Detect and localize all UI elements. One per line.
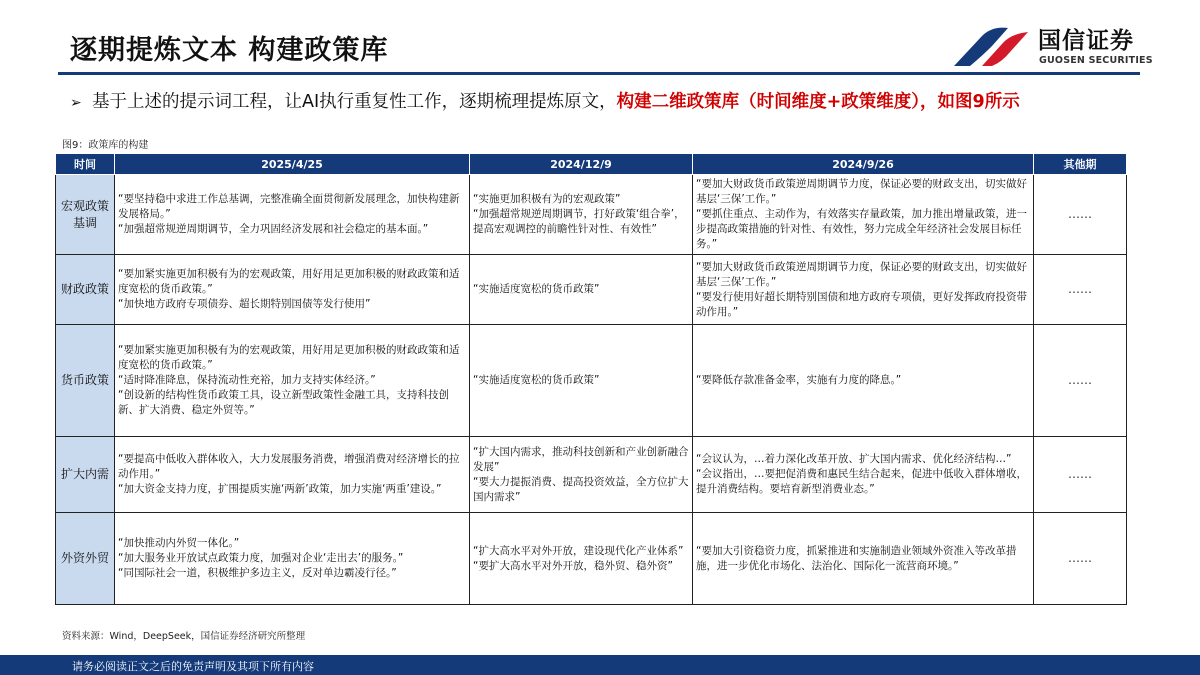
ellipsis-text: ……: [1068, 467, 1092, 481]
policy-quote: “要加紧实施更加积极有为的宏观政策，用好用足更加积极的财政政策和适度宽松的货币政策。”: [118, 344, 460, 371]
column-header: 时间: [56, 154, 115, 175]
policy-quote: “会议指出，…要把促消费和惠民生结合起来，促进中低收入群体增收，提升消费结构。要培育新型消费业态。”: [696, 468, 1027, 495]
table-cell: [115, 255, 470, 325]
ellipsis-text: ……: [1068, 282, 1092, 296]
policy-quote: “要发行使用好超长期特别国债和地方政府专项债，更好发挥政府投资带动作用。”: [696, 290, 1027, 318]
table-row: [56, 175, 1127, 255]
disclaimer-text: 请务必阅读正文之后的免责声明及其项下所有内容: [72, 660, 314, 673]
company-logo: [952, 20, 1152, 72]
policy-quote: “会议认为，…着力深化改革开放、扩大国内需求、优化经济结构…”: [696, 453, 1012, 465]
policy-quote: “同国际社会一道，积极维护多边主义，反对单边霸凌行径。”: [118, 567, 397, 579]
ellipsis-text: ……: [1068, 373, 1092, 387]
table-cell: [470, 175, 693, 255]
policy-quote: “要提高中低收入群体收入，大力发展服务消费，增强消费对经济增长的拉动作用。”: [118, 453, 460, 480]
table-cell: [470, 513, 693, 605]
policy-quote: “加大服务业开放试点政策力度，加强对企业‘走出去’的服务。”: [118, 552, 404, 564]
policy-quote: “实施更加积极有为的宏观政策”: [473, 193, 621, 205]
table-cell: [470, 255, 693, 325]
logo-chinese-name: 国信证券: [1038, 28, 1134, 54]
policy-quote: “要抓住重点、主动作为，有效落实存量政策，加力推出增量政策，进一步提高政策措施的针对性、有效性，努力完成全年经济社会发展目标任务。”: [696, 208, 1027, 250]
table-header-row: [56, 154, 1127, 175]
policy-quote: “加快推动内外贸一体化。”: [118, 537, 240, 549]
policy-quote: “创设新的结构性货币政策工具，设立新型政策性金融工具，支持科技创新、扩大消费、稳定外贸等。”: [118, 389, 449, 416]
row-label: 外资外贸: [56, 513, 115, 605]
policy-quote: “实施适度宽松的货币政策”: [473, 374, 600, 386]
table-cell: [693, 513, 1034, 605]
page-title: 逐期提炼文本 构建政策库: [70, 35, 389, 66]
policy-quote: “扩大国内需求，推动科技创新和产业创新融合发展”: [473, 445, 689, 473]
table-cell: [693, 175, 1034, 255]
policy-quote: “要扩大高水平对外开放，稳外贸、稳外资”: [473, 559, 673, 572]
policy-quote: “适时降准降息，保持流动性充裕，加力支持实体经济。”: [118, 374, 376, 386]
policy-quote: “加快地方政府专项债券、超长期特别国债等发行使用”: [118, 298, 371, 310]
policy-quote: “要加大引资稳资力度，抓紧推进和实施制造业领域外资准入等改革措施，进一步优化市场化、法治化、国际化一流营商环境。”: [696, 544, 1017, 572]
source-note: 资料来源：Wind，DeepSeek，国信证券经济研究所整理: [62, 631, 306, 642]
table-row: [56, 513, 1127, 605]
table-cell: [115, 175, 470, 255]
table-cell: [115, 437, 470, 513]
lead-paragraph: [70, 88, 1020, 113]
table-cell: [115, 325, 470, 437]
policy-quote: “要加紧实施更加积极有为的宏观政策，用好用足更加积极的财政政策和适度宽松的货币政策。”: [118, 268, 460, 295]
title-divider: [58, 72, 1140, 75]
column-header: 2024/9/26: [693, 154, 1034, 175]
table-row: [56, 437, 1127, 513]
table-cell: [1034, 175, 1127, 255]
row-label: 货币政策: [56, 325, 115, 437]
table-cell: [693, 437, 1034, 513]
ellipsis-text: ……: [1068, 207, 1092, 221]
logo-english-name: GUOSEN SECURITIES: [1039, 55, 1153, 66]
table-cell: [1034, 437, 1127, 513]
policy-quote: “加强超常规逆周期调节，全力巩固经济发展和社会稳定的基本面。”: [118, 223, 429, 235]
table-row: [56, 325, 1127, 437]
policy-quote: “要坚持稳中求进工作总基调，完整准确全面贯彻新发展理念，加快构建新发展格局。”: [118, 193, 460, 220]
policy-quote: “加强超常规逆周期调节，打好政策‘组合拳’，提高宏观调控的前瞻性针对性、有效性”: [473, 208, 685, 235]
table-cell: [693, 255, 1034, 325]
column-header: 2024/12/9: [470, 154, 693, 175]
lead-highlight: 构建二维政策库（时间维度+政策维度），如图9所示: [616, 92, 1020, 112]
column-header: 其他期: [1034, 154, 1127, 175]
policy-quote: “要加大财政货币政策逆周期调节力度，保证必要的财政支出，切实做好基层‘三保’工作。”: [696, 178, 1027, 205]
policy-quote: “加大资金支持力度，扩围提质实施‘两新’政策，加力实施‘两重’建设。”: [118, 483, 442, 495]
row-label: 财政政策: [56, 255, 115, 325]
ellipsis-text: ……: [1068, 551, 1092, 565]
policy-quote: “要大力提振消费、提高投资效益，全方位扩大国内需求”: [473, 475, 689, 503]
figure-caption: 图9：政策库的构建: [62, 140, 149, 151]
table-cell: [693, 325, 1034, 437]
row-label: 扩大内需: [56, 437, 115, 513]
bullet-arrow-icon: ➢: [70, 95, 82, 111]
policy-quote: “扩大高水平对外开放，建设现代化产业体系”: [473, 544, 684, 557]
table-cell: [1034, 325, 1127, 437]
footer-bar: [0, 655, 1200, 675]
table-cell: [115, 513, 470, 605]
table-cell: [470, 325, 693, 437]
row-label: 宏观政策基调: [56, 175, 115, 255]
policy-quote: “实施适度宽松的货币政策”: [473, 283, 600, 295]
policy-quote: “要降低存款准备金率，实施有力度的降息。”: [696, 374, 902, 386]
policy-quote: “要加大财政货币政策逆周期调节力度，保证必要的财政支出，切实做好基层‘三保’工作。”: [696, 260, 1027, 288]
table-row: [56, 255, 1127, 325]
guosen-logo-icon: [952, 22, 1032, 68]
lead-text: 基于上述的提示词工程，让AI执行重复性工作，逐期梳理提炼原文，: [92, 92, 617, 112]
column-header: 2025/4/25: [115, 154, 470, 175]
policy-table: [55, 153, 1127, 605]
table-cell: [470, 437, 693, 513]
table-cell: [1034, 513, 1127, 605]
table-cell: [1034, 255, 1127, 325]
